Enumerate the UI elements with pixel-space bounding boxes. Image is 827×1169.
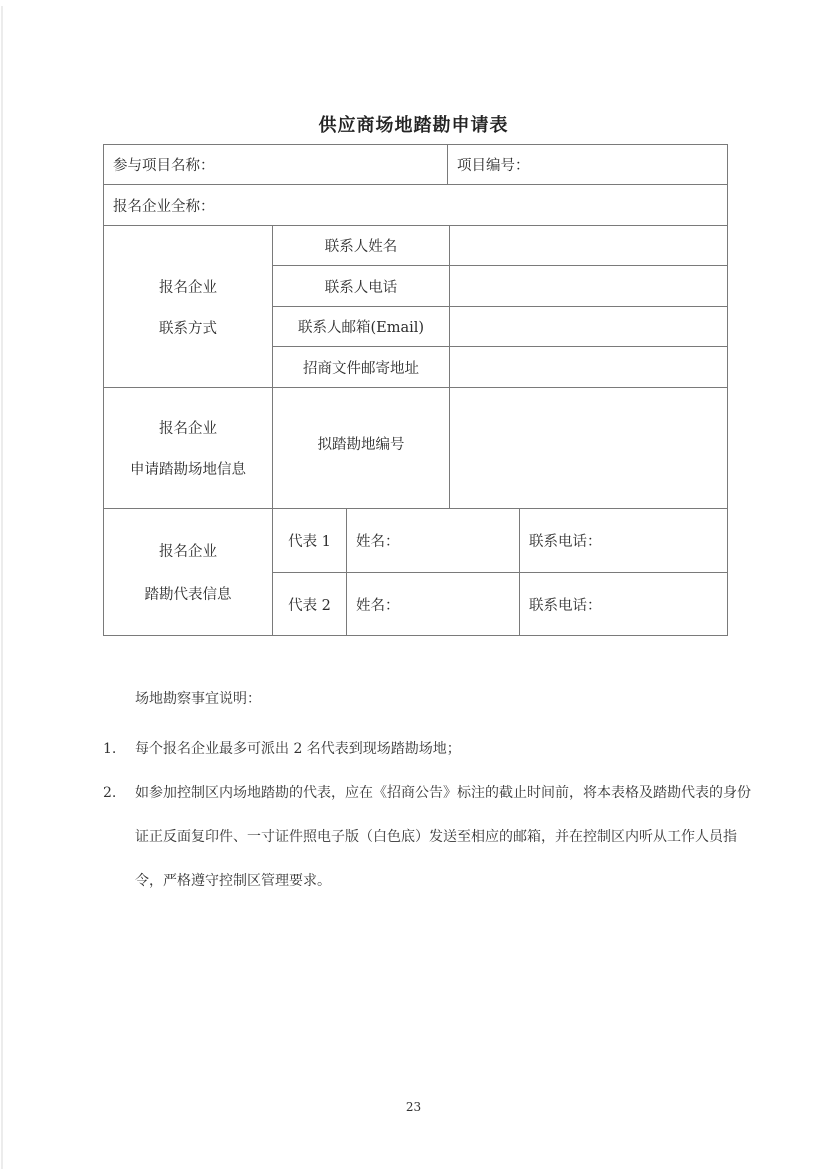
representative-2-label: 代表 2 [288, 597, 331, 614]
representative-1-label: 代表 1 [288, 534, 331, 550]
page-number: 23 [405, 1100, 422, 1114]
scan-page-edge [1, 6, 3, 1169]
contact-phone-input[interactable] [449, 265, 728, 307]
site-number-input[interactable] [449, 387, 728, 509]
representative-1-label-cell [272, 508, 347, 573]
contact-section-label-line1: 报名企业 [159, 279, 217, 296]
representative-section-header [103, 508, 273, 636]
representative-1-name-label: 姓名： [356, 534, 400, 550]
contact-email-label-cell [272, 306, 450, 347]
site-section-label-line2: 申请踏勘场地信息 [130, 462, 246, 478]
notes-heading: 场地勘察事宜说明： [135, 691, 261, 707]
company-full-name-field[interactable] [103, 184, 728, 226]
site-section-label-line1: 报名企业 [159, 421, 217, 437]
contact-email-input[interactable] [449, 306, 728, 347]
note-number: 2. [103, 785, 117, 801]
representative-2-name-label: 姓名： [356, 597, 400, 614]
contact-email-label: 联系人邮箱(Email) [297, 320, 425, 336]
document-title: 供应商场地踏勘申请表 [318, 115, 509, 136]
note-text: 如参加控制区内场地踏勘的代表，应在《招商公告》标注的截止时间前，将本表格及踏勘代表的身份证正反面复印件、一寸证件照电子版（白色底）发送至相应的邮箱，并在控制区内听从工作人员指令，严格遵守控制区管理要求。 [135, 785, 751, 889]
note-text: 每个报名企业最多可派出 2 名代表到现场踏勘场地； [135, 741, 461, 757]
site-number-label: 拟踏勘地编号 [317, 436, 405, 453]
representative-2-phone-label: 联系电话： [529, 597, 602, 614]
representative-section-label-line2: 踏勘代表信息 [144, 587, 232, 603]
site-number-label-cell [272, 387, 450, 509]
company-full-name-label: 报名企业全称： [113, 198, 215, 215]
contact-phone-label-cell [272, 265, 450, 307]
project-number-label: 项目编号： [457, 158, 530, 174]
representative-2-name-field[interactable] [346, 572, 520, 636]
representative-2-phone-field[interactable] [519, 572, 728, 636]
contact-phone-label: 联系人电话 [324, 279, 398, 296]
site-section-header [103, 387, 273, 509]
mailing-address-input[interactable] [449, 346, 728, 388]
contact-name-label: 联系人姓名 [324, 239, 398, 255]
contact-section-label-line2: 联系方式 [159, 320, 217, 337]
note-number: 1. [103, 741, 117, 757]
application-form-table [103, 144, 728, 636]
representative-section-label-line1: 报名企业 [159, 544, 217, 560]
representative-1-name-field[interactable] [346, 508, 520, 573]
project-name-field[interactable] [103, 144, 448, 185]
project-number-field[interactable] [447, 144, 728, 185]
representative-1-phone-label: 联系电话： [529, 534, 602, 550]
mailing-address-label: 招商文件邮寄地址 [303, 360, 419, 377]
contact-section-header [103, 225, 273, 388]
contact-name-label-cell [272, 225, 450, 266]
representative-2-label-cell [272, 572, 347, 636]
representative-1-phone-field[interactable] [519, 508, 728, 573]
project-name-label: 参与项目名称： [113, 158, 215, 174]
contact-name-input[interactable] [449, 225, 728, 266]
mailing-address-label-cell [272, 346, 450, 388]
